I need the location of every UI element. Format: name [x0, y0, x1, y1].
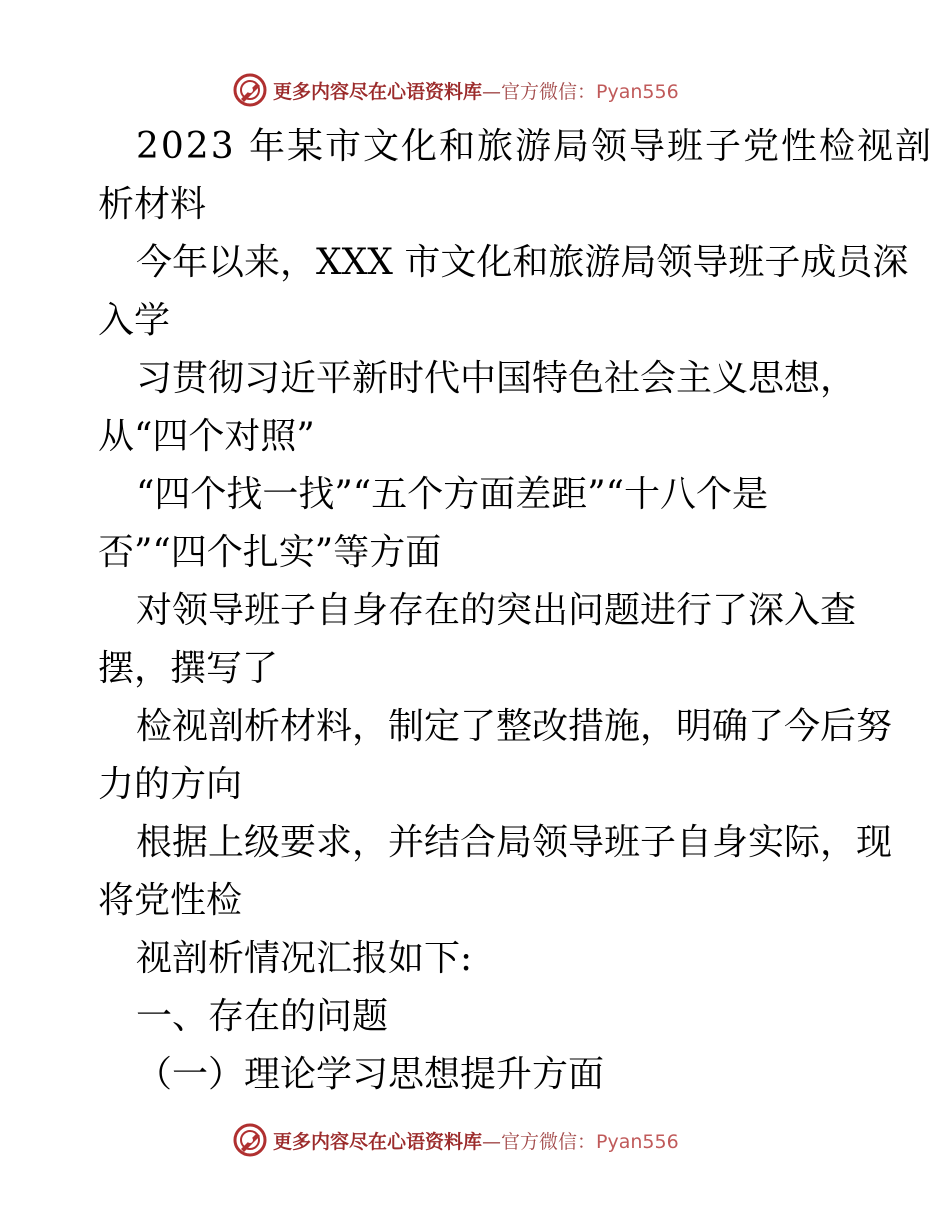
banner-wechat-id: Pyan556 [596, 80, 679, 103]
paragraph-line: 将党性检 [98, 880, 243, 921]
banner-official-text: 官方微信： [501, 1130, 597, 1153]
red-seal-logo-icon [233, 73, 267, 107]
document-title-line-1: 2023 年某市文化和旅游局领导班子党性检视剖 [136, 126, 934, 167]
paragraph-line: “四个找一找”“五个方面差距”“十八个是 [136, 474, 769, 515]
paragraph-line: 对领导班子自身存在的突出问题进行了深入查 [136, 590, 857, 631]
paragraph-line: 从“四个对照” [98, 416, 315, 457]
paragraph-line: 习贯彻习近平新时代中国特色社会主义思想， [136, 358, 857, 399]
footer-banner [233, 1122, 679, 1158]
paragraph-line: 检视剖析材料，制定了整改措施，明确了今后努 [136, 706, 893, 747]
banner-official-text: 官方微信： [501, 80, 597, 103]
document-body [98, 118, 934, 1104]
document-title-line-2: 析材料 [98, 184, 207, 225]
banner-text [273, 1127, 679, 1154]
paragraph-line: 视剖析情况汇报如下: [136, 938, 473, 979]
banner-dash: — [482, 1130, 502, 1153]
banner-brand-text: 更多内容尽在心语资料库 [273, 80, 483, 103]
paragraph-line: 否”“四个扎实”等方面 [98, 532, 442, 573]
banner-text [273, 77, 679, 104]
paragraph-line: 今年以来，XXX 市文化和旅游局领导班子成员深 [136, 242, 909, 283]
paragraph-line: 摆，撰写了 [98, 648, 279, 689]
paragraph-line: 根据上级要求，并结合局领导班子自身实际，现 [136, 822, 893, 863]
banner-brand-text: 更多内容尽在心语资料库 [273, 1130, 483, 1153]
banner-dash: — [482, 80, 502, 103]
subsection-heading: （一）理论学习思想提升方面 [136, 1054, 605, 1095]
paragraph-line: 力的方向 [98, 764, 243, 805]
banner-wechat-id: Pyan556 [596, 1130, 679, 1153]
red-seal-logo-icon [233, 1123, 267, 1157]
paragraph-line: 入学 [98, 300, 171, 341]
section-heading: 一、存在的问题 [136, 996, 389, 1037]
header-banner [233, 72, 679, 108]
